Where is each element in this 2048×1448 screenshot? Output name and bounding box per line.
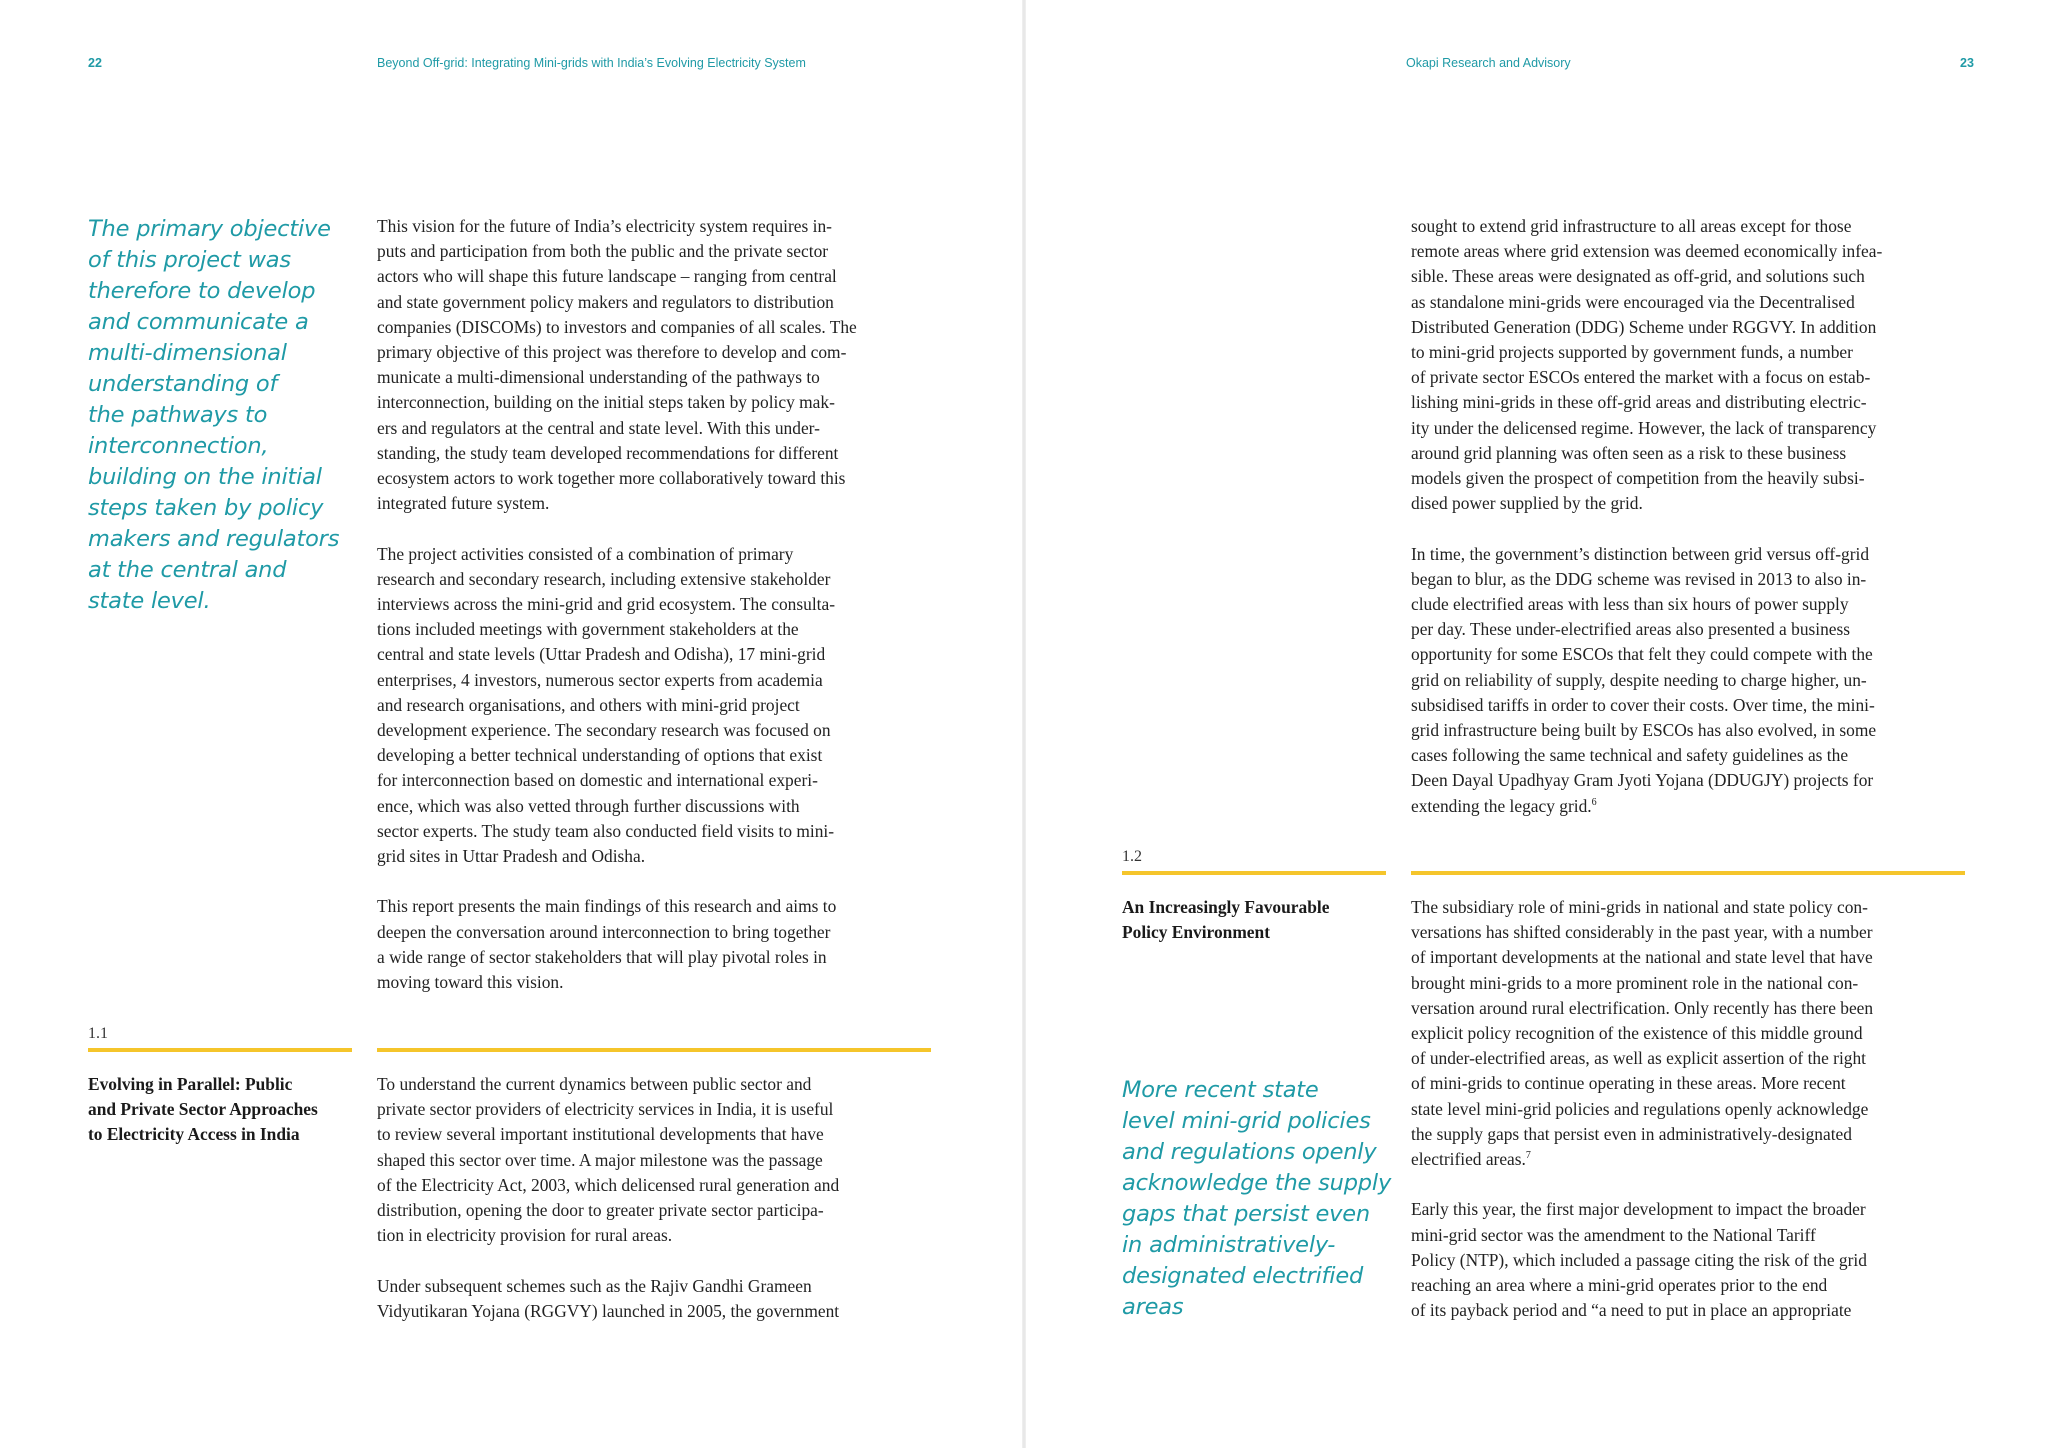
text-line: therefore to develop [88,278,316,304]
text-line: of under-electrified areas, as well as explicit assertion of the right [1411,1048,1867,1069]
text-line: Policy (NTP), which included a passage citing the risk of the grid [1411,1249,1867,1270]
text-line: clude electrified areas with less than six hours of power supply [1411,594,1849,615]
text-line: in administratively- [1122,1232,1336,1258]
text-line: per day. These under-electrified areas also presented a business [1411,619,1851,640]
text-line: state level. [88,588,211,614]
text-line: ecosystem actors to work together more collaboratively toward this [377,468,846,489]
text-line: sought to extend grid infrastructure to all areas except for those [1411,216,1852,236]
text-line: mini-grid sector was the amendment to the National Tariff [1411,1224,1816,1245]
text-line: of this project was [88,247,291,273]
text-line: the pathways to [88,402,268,428]
section-title [88,1072,318,1148]
text-line: private sector providers of electricity services in India, it is useful [377,1099,834,1120]
text-line: cases following the same technical and safety guidelines as the [1411,745,1849,766]
paragraph [1411,1197,1873,1323]
text-line: Vidyutikaran Yojana (RGGVY) launched in 2005, the government [377,1300,840,1321]
text-line: central and state levels (Uttar Pradesh and Odisha), 17 mini-grid [377,644,826,665]
text-line: of mini-grids to continue operating in these areas. More recent [1411,1073,1846,1094]
text-line: of important developments at the national and state level that have [1411,947,1873,968]
text-line: acknowledge the supply [1122,1170,1392,1196]
section-rule [377,1048,931,1052]
text-line: This vision for the future of India’s electricity system requires in- [377,216,832,236]
text-line: grid infrastructure being built by ESCOs has also evolved, in some [1411,720,1877,741]
text-line: puts and participation from both the public and the private sector [377,241,829,262]
text-line: versation around rural electrification. Only recently has there been [1411,997,1874,1018]
body-column [377,214,857,995]
text-line: at the central and [88,557,287,583]
text-line: a wide range of sector stakeholders that will play pivotal roles in [377,946,827,967]
text-line: This report presents the main findings of this research and aims to [377,896,837,917]
text-line: grid sites in Uttar Pradesh and Odisha. [377,846,646,867]
text-line: the supply gaps that persist even in administratively-designated [1411,1123,1852,1144]
paragraph [1411,214,1882,516]
section-rule [1122,871,1386,875]
text-line: Distributed Generation (DDG) Scheme under RGGVY. In addition [1411,316,1877,337]
text-line: brought mini-grids to a more prominent role in the national con- [1411,972,1859,993]
text-line: companies (DISCOMs) to investors and companies of all scales. The [377,316,857,337]
text-line: interconnection, building on the initial steps taken by policy mak- [377,392,835,413]
running-title: Beyond Off-grid: Integrating Mini-grids with India’s Evolving Electricity System [377,56,806,70]
text-line: research and secondary research, including extensive stakeholder [377,568,831,589]
text-line: dised power supplied by the grid. [1411,493,1643,514]
paragraph [1411,542,1882,819]
footnote-marker[interactable]: 7 [1525,1150,1531,1162]
text-line: subsidised tariffs in order to cover their costs. Over time, the mini- [1411,694,1875,715]
section-rule [88,1048,352,1052]
text-line: around grid planning was often seen as a risk to these business [1411,442,1847,463]
text-line: models given the prospect of competition from the heavily subsi- [1411,468,1865,489]
text-line: The project activities consisted of a combination of primary [377,543,794,564]
text-line: interviews across the mini-grid and grid ecosystem. The consulta- [377,594,835,615]
text-line: began to blur, as the DDG scheme was revised in 2013 to also in- [1411,568,1867,589]
text-line: sector experts. The study team also conducted field visits to mini- [377,820,835,841]
text-line: as standalone mini-grids were encouraged via the Decentralised [1411,291,1855,312]
footnote-marker[interactable]: 6 [1591,796,1597,808]
text-line: extending the legacy grid.$^6$ [1411,795,1597,816]
text-line: to mini-grid projects supported by government funds, a number [1411,342,1853,363]
text-line: for interconnection based on domestic and international experi- [377,770,818,791]
text-line: tions included meetings with government stakeholders at the [377,619,799,640]
section-number: 1.2 [1122,848,1142,865]
text-line: An Increasingly Favourable [1122,897,1330,917]
text-line: to Electricity Access in India [88,1124,300,1145]
text-line: moving toward this vision. [377,972,564,993]
text-line: grid on reliability of supply, despite needing to charge higher, un- [1411,669,1867,690]
text-line: gaps that persist even [1122,1201,1370,1227]
text-line: steps taken by policy [88,495,324,521]
text-line: multi-dimensional [88,340,287,366]
text-line: Deen Dayal Upadhyay Gram Jyoti Yojana (DDUGJY) projects for [1411,770,1874,791]
text-line: ity under the delicensed regime. However, the lack of transparency [1411,417,1877,438]
body-column [377,1072,839,1324]
body-column [1411,895,1873,1323]
text-line: level mini-grid policies [1122,1108,1371,1134]
text-line: and regulations openly [1122,1139,1377,1165]
text-line: enterprises, 4 investors, numerous sector experts from academia [377,669,823,690]
paragraph [1411,895,1873,1172]
text-line: tion in electricity provision for rural areas. [377,1225,673,1246]
paragraph [377,894,857,995]
paragraph [377,1072,839,1248]
text-line: Under subsequent schemes such as the Rajiv Gandhi Grameen [377,1275,812,1296]
text-line: ence, which was also vetted through further discussions with [377,795,800,816]
running-title: Okapi Research and Advisory [1406,56,1571,70]
body-column [1411,214,1882,819]
text-line: actors who will shape this future landscape – ranging from central [377,266,837,287]
text-line: state level mini-grid policies and regulations openly acknowledge [1411,1098,1869,1119]
text-line: More recent state [1122,1077,1319,1103]
text-line: electrified areas.$^7$ [1411,1149,1531,1170]
text-line: and research organisations, and others with mini-grid project [377,694,800,715]
pullquote [88,214,339,617]
text-line: The subsidiary role of mini-grids in national and state policy con- [1411,897,1868,917]
text-line: explicit policy recognition of the existence of this middle ground [1411,1023,1863,1044]
text-line: To understand the current dynamics between public sector and [377,1074,812,1094]
text-line: areas [1122,1294,1184,1320]
text-line: and Private Sector Approaches [88,1099,318,1120]
text-line: standing, the study team developed recommendations for different [377,442,839,463]
text-line: development experience. The secondary research was focused on [377,720,831,741]
text-line: designated electrified [1122,1263,1364,1289]
paragraph [377,214,857,516]
text-line: and state government policy makers and regulators to distribution [377,291,834,312]
text-line: developing a better technical understanding of options that exist [377,745,823,766]
text-line: building on the initial [88,464,322,490]
text-line: ers and regulators at the central and state level. With this under- [377,417,820,438]
text-line: remote areas where grid extension was deemed economically infea- [1411,241,1883,262]
text-line: interconnection, [88,433,269,459]
text-line: understanding of [88,371,278,397]
right-page [1024,0,2048,1448]
text-line: primary objective of this project was therefore to develop and com- [377,342,847,363]
text-line: makers and regulators [88,526,340,552]
text-line: In time, the government’s distinction between grid versus off-grid [1411,543,1870,564]
text-line: Evolving in Parallel: Public [88,1074,293,1094]
text-line: distribution, opening the door to greater private sector participa- [377,1200,824,1221]
text-line: sible. These areas were designated as off-grid, and solutions such [1411,266,1865,287]
text-line: and communicate a [88,309,309,335]
text-line: opportunity for some ESCOs that felt they could compete with the [1411,644,1873,665]
text-line: to review several important institutional developments that have [377,1124,824,1145]
text-line: reaching an area where a mini-grid operates prior to the end [1411,1275,1828,1296]
text-line: Policy Environment [1122,922,1270,943]
text-line: integrated future system. [377,493,550,514]
text-line: of its payback period and “a need to put in place an appropriate [1411,1300,1852,1321]
text-line: versations has shifted considerably in the past year, with a number [1411,922,1873,943]
text-line: The primary objective [88,216,331,242]
paragraph [377,542,857,870]
text-line: of private sector ESCOs entered the market with a focus on estab- [1411,367,1871,388]
text-line: of the Electricity Act, 2003, which delicensed rural generation and [377,1174,840,1195]
text-line: deepen the conversation around interconnection to bring together [377,921,831,942]
text-line: municate a multi-dimensional understanding of the pathways to [377,367,820,388]
section-rule [1411,871,1965,875]
text-line: Early this year, the first major development to impact the broader [1411,1199,1866,1220]
section-number: 1.1 [88,1025,108,1042]
text-line: shaped this sector over time. A major milestone was the passage [377,1149,823,1170]
section-title [1122,895,1329,945]
pullquote [1122,1075,1391,1323]
page-number: 22 [88,56,102,70]
paragraph [377,1274,839,1324]
text-line: lishing mini-grids in these off-grid areas and distributing electric- [1411,392,1867,413]
page-number: 23 [1960,56,1974,70]
